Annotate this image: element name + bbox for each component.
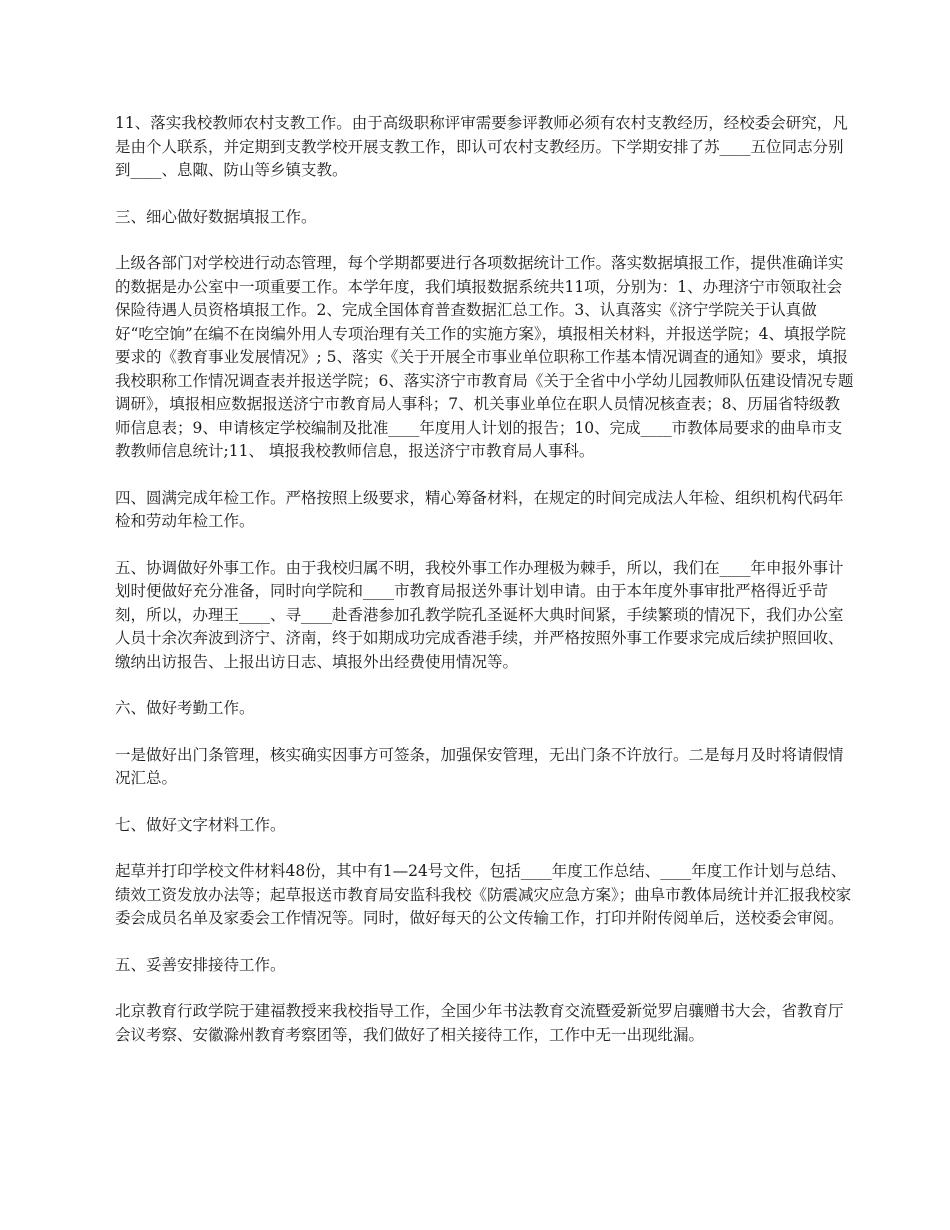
heading-reception: 五、妥善安排接待工作。 bbox=[115, 955, 286, 974]
heading-data-reporting: 三、细心做好数据填报工作。 bbox=[115, 207, 317, 226]
heading-written-materials: 七、做好文字材料工作。 bbox=[115, 815, 286, 834]
document-page bbox=[115, 112, 855, 1070]
paragraph-reception: 北京教育行政学院于建福教授来我校指导工作，全国少年书法教育交流暨爱新觉罗启骧赠书大会，省教育厅会议考察、安徽滁州教育考察团等，我们做好了相关接待工作，工作中无一出现纰漏。 bbox=[115, 1002, 844, 1044]
heading-attendance: 六、做好考勤工作。 bbox=[115, 699, 255, 717]
paragraph-rural-teaching: 11、落实我校教师农村支教工作。由于高级职称评审需要参评教师必须有农村支教经历，经校委会研究，凡是由个人联系，并定期到支教学校开展支教工作，即认可农村支教经历。下学期安排了苏____五位同志分别到____、息陬、防山等乡镇支教。 bbox=[115, 114, 848, 179]
paragraph-annual-inspection: 四、圆满完成年检工作。严格按照上级要求，精心筹备材料，在规定的时间完成法人年检、组织机构代码年检和劳动年检工作。 bbox=[115, 488, 844, 530]
paragraph-attendance: 一是做好出门条管理，核实确实因事方可签条，加强保安管理，无出门条不许放行。二是每月及时将请假情况汇总。 bbox=[115, 745, 844, 787]
paragraph-data-reporting: 上级各部门对学校进行动态管理，每个学期都要进行各项数据统计工作。落实数据填报工作，提供准确详实的数据是办公室中一项重要工作。本学年度，我们填报数据系统共11项，分别为：1、办理济宁市领取社会保险待遇人员资格填报工作。2、完成全国体育普查数据汇总工作。3、认真落实《济宁学院关于认真做好“吃空饷”在编不在岗编外用人专项治理有关工作的实施方案》，填报相关材料，并报送学院；4、填报学院要求的《教育事业发展情况》; 5、落实《关于开展全市事业单位职称工作基本情况调查的通知》要求，填报我校职称工作情况调查表并报送学院；6、落实济宁市教育局《关于全省中小学幼儿园教师队伍建设情况专题调研》，填报相应数据报送济宁市教育局人事科；7、机关事业单位在职人员情况核查表；8、历届省特级教师信息表；9、申请核定学校编制及批准____年度用人计划的报告；10、完成____市教体局要求的曲阜市支教教师信息统计;11、 填报我校教师信息，报送济宁市教育局人事科。 bbox=[115, 254, 854, 460]
paragraph-foreign-affairs: 五、协调做好外事工作。由于我校归属不明，我校外事工作办理极为棘手，所以，我们在____年申报外事计划时便做好充分准备，同时向学院和____市教育局报送外事计划申请。由于本年度外事审批严格得近乎苛刻，所以，办理王____、寻____赴香港参加孔教学院孔圣诞杯大典时间紧，手续繁琐的情况下，我们办公室人员十余次奔波到济宁、济南，终于如期成功完成香港手续，并严格按照外事工作要求完成后续护照回收、缴纳出访报告、上报出访日志、填报外出经费使用情况等。 bbox=[115, 558, 844, 671]
paragraph-written-materials: 起草并打印学校文件材料48份，其中有1—24号文件，包括____年度工作总结、____年度工作计划与总结、绩效工资发放办法等；起草报送市教育局安监科我校《防震减灾应急方案》；曲阜市教体局统计并汇报我校家委会成员名单及家委会工作情况等。同时，做好每天的公文传输工作，打印并附传阅单后，送校委会审阅。 bbox=[115, 862, 852, 927]
